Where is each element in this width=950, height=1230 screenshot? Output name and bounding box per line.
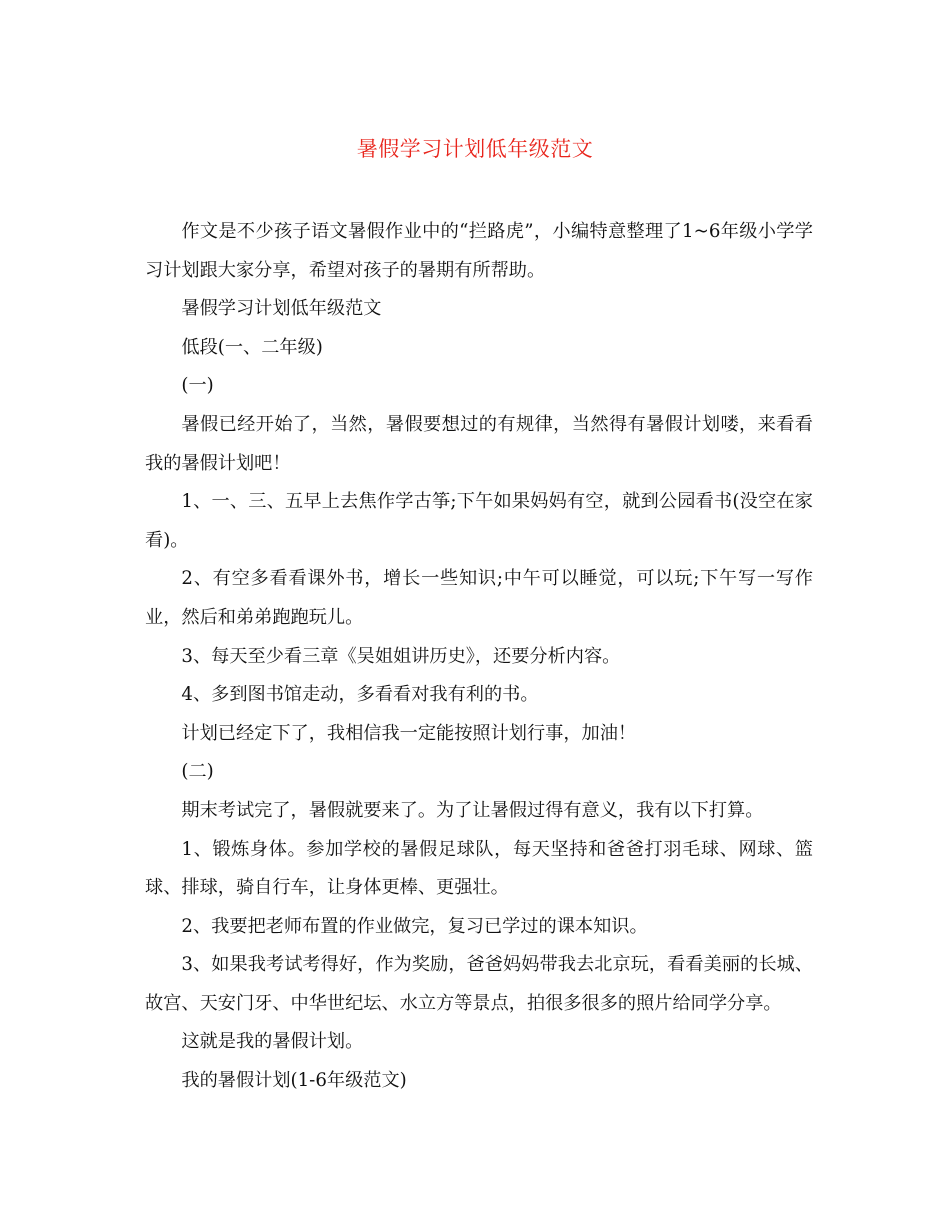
list-item: 2、我要把老师布置的作业做完，复习已学过的课本知识。: [181, 915, 648, 937]
document-title: 暑假学习计划低年级范文: [356, 137, 594, 161]
paragraph: 这就是我的暑假计划。: [181, 1031, 364, 1053]
paragraph: 计划已经定下了，我相信我一定能按照计划行事，加油！: [181, 722, 637, 744]
list-item: 1、一、三、五早上去焦作学古筝;下午如果妈妈有空，就到公园看书(没空在家看)。: [145, 491, 813, 551]
paragraph-section-low-grade: 低段(一、二年级): [181, 336, 323, 358]
paragraph-subtitle: 暑假学习计划低年级范文: [181, 298, 382, 320]
paragraph-next-section-heading: 我的暑假计划(1-6年级范文): [181, 1070, 407, 1092]
list-item: 4、多到图书馆走动，多看看对我有利的书。: [181, 684, 539, 706]
paragraph: 暑假已经开始了，当然，暑假要想过的有规律，当然得有暑假计划喽，来看看我的暑假计划吧！: [145, 413, 813, 474]
list-item: 3、每天至少看三章《吴姐姐讲历史》，还要分析内容。: [181, 645, 621, 667]
paragraph: 期末考试完了，暑假就要来了。为了让暑假过得有意义，我有以下打算。: [181, 799, 764, 821]
list-item: 3、如果我考试考得好，作为奖励，爸爸妈妈带我去北京玩，看看美丽的长城、故宫、天安门牙、中华世纪坛、水立方等景点，拍很多很多的照片给同学分享。: [145, 954, 813, 1014]
document-body: [145, 213, 813, 1101]
paragraph-intro: 作文是不少孩子语文暑假作业中的“拦路虎”，小编特意整理了1~6年级小学学习计划跟大家分享，希望对孩子的暑期有所帮助。: [145, 221, 813, 281]
list-item: 1、锻炼身体。参加学校的暑假足球队，每天坚持和爸爸打羽毛球、网球、篮球、排球，骑自行车，让身体更棒、更强壮。: [145, 838, 813, 899]
paragraph-part-one-heading: (一): [181, 375, 214, 397]
paragraph-part-two-heading: (二): [181, 761, 214, 783]
list-item: 2、有空多看看课外书，增长一些知识;中午可以睡觉，可以玩;下午写一写作业，然后和弟弟跑跑玩儿。: [145, 568, 813, 628]
